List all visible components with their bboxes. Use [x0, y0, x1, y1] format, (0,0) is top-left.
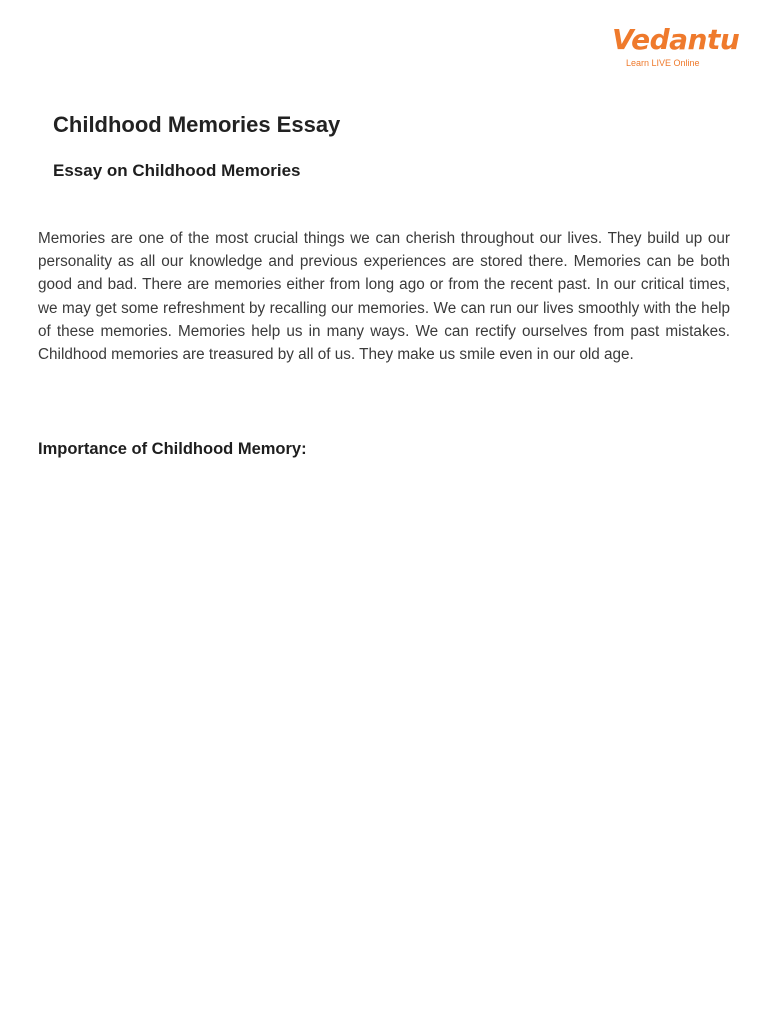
logo-wordmark: Vedantu [612, 23, 740, 56]
essay-subtitle: Essay on Childhood Memories [53, 161, 301, 180]
section-heading: Importance of Childhood Memory: [38, 440, 307, 458]
essay-paragraph: Memories are one of the most crucial things we can cherish throughout our lives. They build up our personality as all our knowledge and previous experiences are stored there. Memories can be both good and bad. There are memories either from long ago or from the recent past. In our critical times, we may get some refreshment by recalling our memories. We can run our lives smoothly with the help of these memories. Memories help us in many ways. We can rectify ourselves from past mistakes. Childhood memories are treasured by all of us. They make us smile even in our old age. [38, 230, 730, 364]
vedantu-logo [612, 22, 740, 72]
page-title: Childhood Memories Essay [53, 112, 341, 137]
logo-tagline: Learn LIVE Online [626, 58, 700, 68]
